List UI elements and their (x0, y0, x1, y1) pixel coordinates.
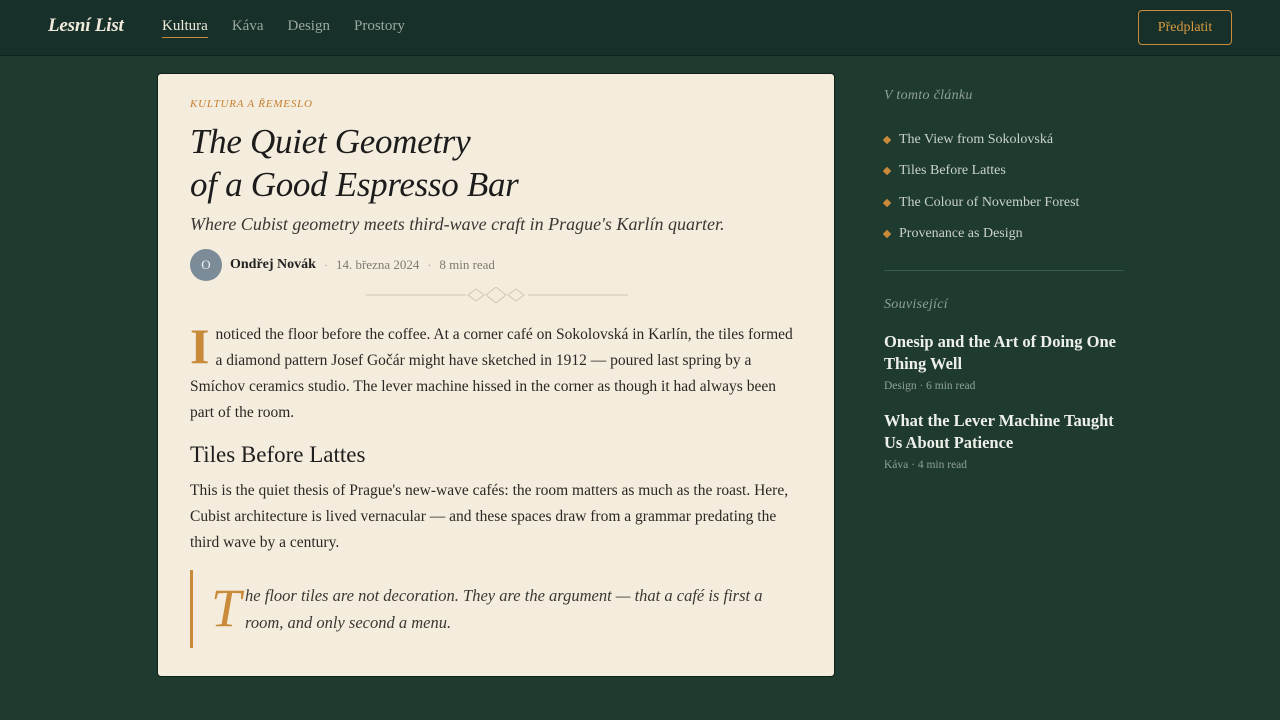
related-article[interactable] (884, 331, 1124, 392)
related-meta: Design · 6 min read (884, 380, 976, 392)
top-bar (0, 0, 1280, 56)
related-section (884, 297, 1124, 471)
read-time: 8 min read (439, 257, 495, 272)
nav-item-kava[interactable] (232, 0, 264, 56)
drop-cap: I (190, 318, 210, 374)
sidebar (884, 88, 1124, 471)
nav-item-label: Design (287, 18, 330, 34)
nav-item-label: Prostory (353, 18, 405, 34)
toc-item[interactable] (884, 156, 1124, 188)
quote-text: he floor tiles are not decoration. They are the argument — that a café is first a room, and only second a menu. (245, 586, 763, 632)
author-name[interactable]: Ondřej Novák (230, 257, 316, 272)
toc-item[interactable] (884, 124, 1124, 156)
table-of-contents (884, 124, 1124, 250)
pull-quote (190, 570, 802, 648)
nav-item-kultura[interactable] (162, 0, 208, 56)
nav-item-label: Kultura (162, 18, 208, 38)
title-line-1: The Quiet Geometry (190, 122, 471, 161)
diamond-ornament-icon (366, 287, 628, 303)
nav-item-label: Káva (231, 18, 264, 34)
section-heading: Tiles Before Lattes (190, 442, 366, 467)
quote-drop-cap: T (211, 578, 242, 638)
related-heading: Související (884, 297, 948, 312)
diamond-bullet-icon (883, 136, 891, 144)
related-title: Onesip and the Art of Doing One Thing Well (884, 332, 1116, 373)
meta-separator: · (323, 257, 328, 272)
paragraph-text: noticed the floor before the coffee. At a corner café on Sokolovská in Karlín, the tiles formed a diamond pattern Josef Gočár might have sketched in 1912 — poured last spring by a Smíchov ceramics studio. The lever machine hissed in the corner as though it had always been part of the room. (190, 326, 793, 421)
avatar: O (190, 249, 222, 281)
related-meta: Káva · 4 min read (884, 459, 968, 471)
toc-item[interactable] (884, 219, 1124, 251)
byline (190, 249, 802, 281)
diamond-bullet-icon (883, 199, 891, 207)
title-line-2: of a Good Espresso Bar (190, 165, 519, 204)
diamond-bullet-icon (883, 230, 891, 238)
toc-item-label: The Colour of November Forest (899, 194, 1080, 210)
toc-item[interactable] (884, 187, 1124, 219)
related-title: What the Lever Machine Taught Us About Patience (884, 411, 1114, 452)
diamond-bullet-icon (883, 167, 891, 175)
article-card (157, 73, 835, 677)
sidebar-divider (884, 270, 1124, 271)
nav-item-prostory[interactable] (354, 0, 405, 56)
meta-separator: · (427, 257, 432, 272)
related-article[interactable] (884, 410, 1124, 471)
article-title (190, 120, 802, 206)
toc-item-label: The View from Sokolovská (899, 131, 1054, 147)
subscribe-button[interactable]: Předplatit (1138, 10, 1232, 45)
article-paragraph: This is the quiet thesis of Prague's new-wave cafés: the room matters as much as the roast. Here, Cubist architecture is lived vernacular — and these spaces draw from a grammar predating the third wave by a century. (190, 482, 789, 551)
toc-item-label: Tiles Before Lattes (899, 163, 1006, 179)
main-nav (162, 0, 429, 56)
site-logo[interactable]: Lesní List (48, 15, 124, 36)
toc-item-label: Provenance as Design (899, 226, 1023, 242)
publish-date: 14. března 2024 (335, 257, 420, 272)
article-subtitle: Where Cubist geometry meets third-wave craft in Prague's Karlín quarter. (190, 214, 725, 234)
toc-heading: V tomto článku (884, 88, 973, 103)
article-kicker: KULTURA A ŘEMESLO (190, 98, 313, 110)
article-paragraph (190, 318, 802, 426)
nav-item-design[interactable] (287, 0, 330, 56)
